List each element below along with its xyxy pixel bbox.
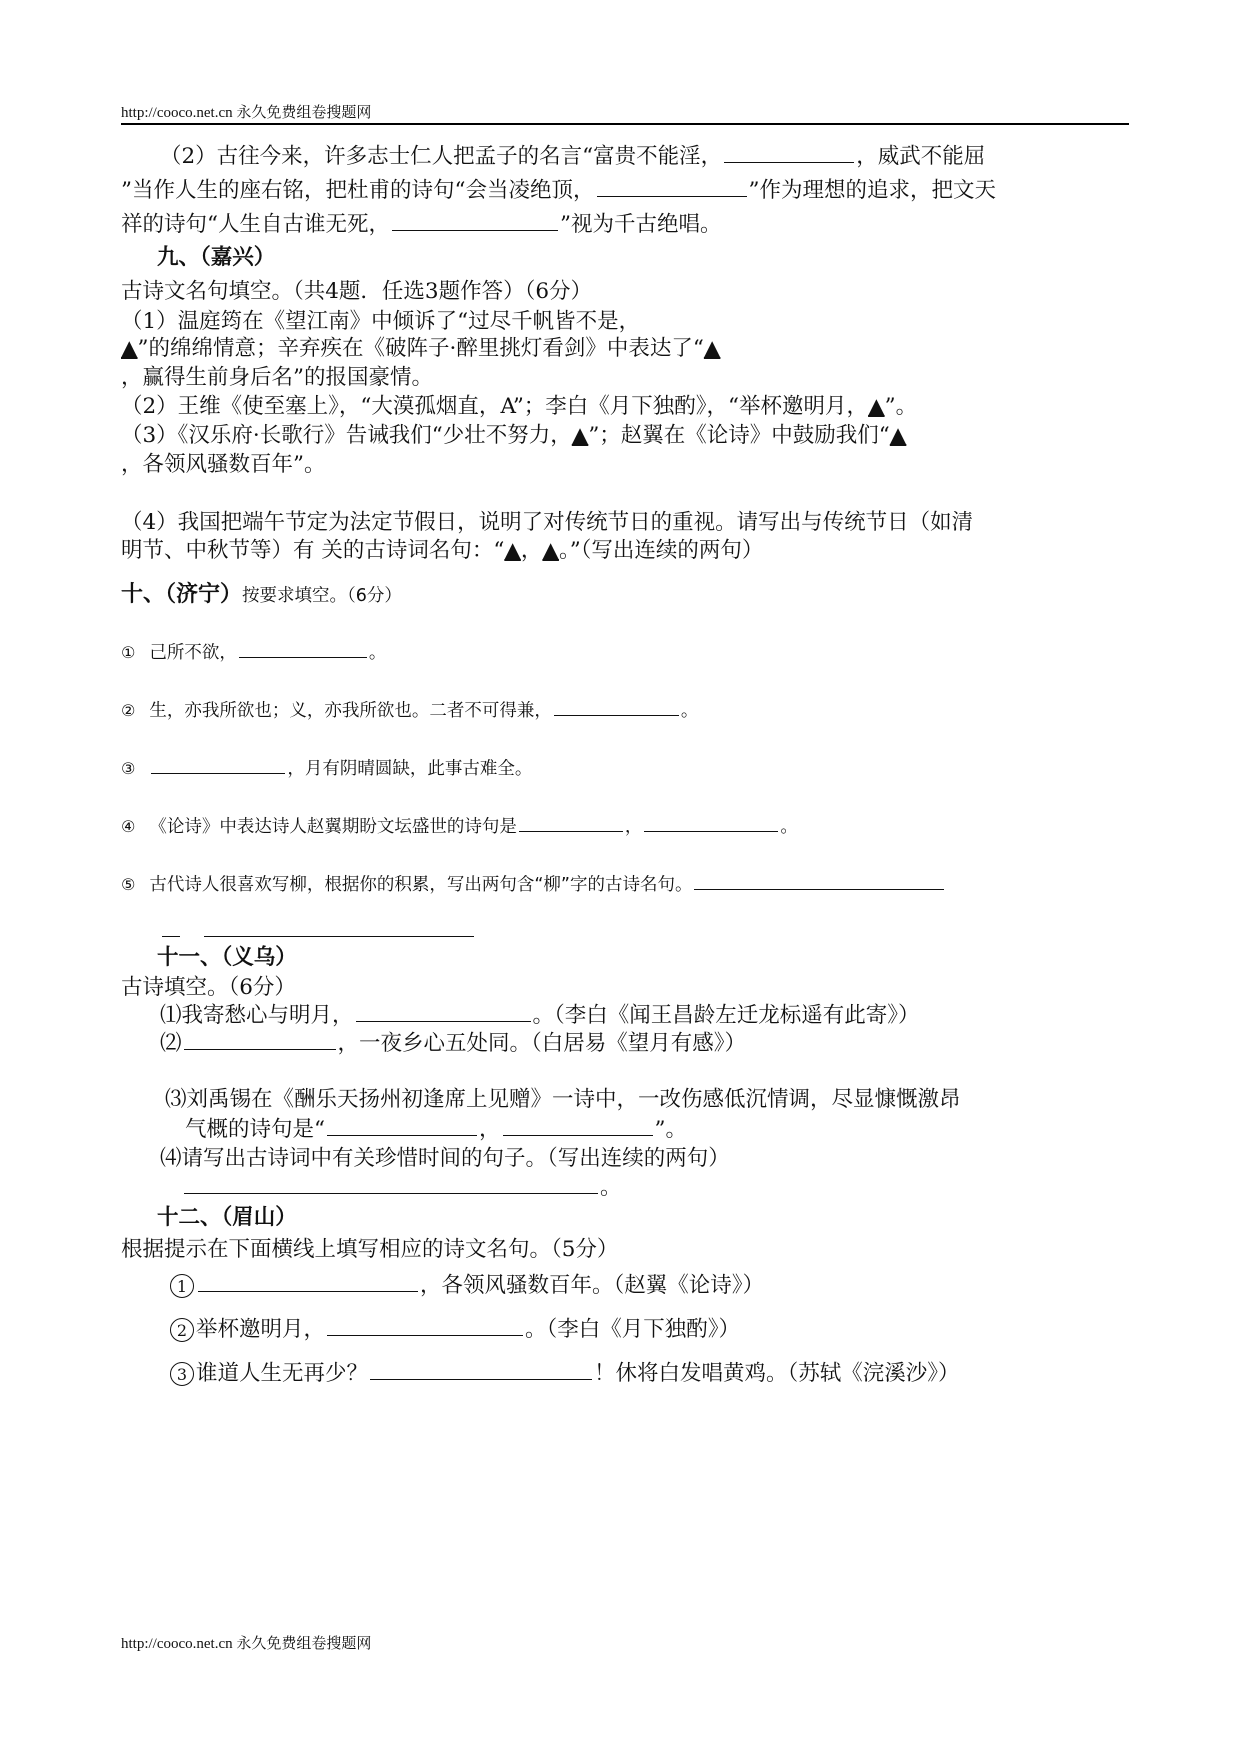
answer-blank[interactable] <box>198 1290 418 1292</box>
triangle-blank[interactable]: ▲ <box>121 336 138 361</box>
s11-q3-cont <box>185 1119 687 1141</box>
answer-blank[interactable] <box>370 1378 592 1380</box>
answer-blank[interactable] <box>644 830 778 832</box>
s9-q1: （1）温庭筠在《望江南》中倾诉了“过尽千帆皆不是， <box>121 309 641 334</box>
answer-blank[interactable] <box>151 772 285 774</box>
s9-q1-cont <box>121 338 720 360</box>
s9-q3 <box>121 425 906 447</box>
answer-blank[interactable] <box>392 229 558 231</box>
answer-blank[interactable] <box>327 1334 523 1336</box>
item-text: ，月有阴晴圆缺，此事古难全。 <box>287 759 533 779</box>
triangle-blank[interactable]: ▲ <box>542 538 559 563</box>
s10-item-3 <box>121 761 532 779</box>
s11-q1 <box>160 1005 920 1027</box>
answer-blank[interactable] <box>162 935 180 937</box>
s11-q2 <box>160 1033 746 1055</box>
s11-text: 。 <box>600 1175 622 1200</box>
item-number: ① <box>121 643 136 662</box>
answer-blank[interactable] <box>184 1192 598 1194</box>
s12-item-1 <box>170 1274 764 1298</box>
s8-text: ”作为理想的追求，把文天 <box>748 178 996 203</box>
s9-text: ， <box>520 538 543 563</box>
s10-item-1 <box>121 645 386 663</box>
s11-q3: ⑶刘禹锡在《酬乐天扬州初逢席上见赠》一诗中，一改伤感低沉情调，尽显慷慨激昂 <box>165 1087 961 1112</box>
circled-number: 2 <box>170 1318 194 1342</box>
s10-item-4 <box>121 819 798 837</box>
s9-text: ”的绵绵情意；辛弃疾在《破阵子·醉里挑灯看剑》中表达了“ <box>137 336 704 361</box>
s9-q3-end: ，各领风骚数百年”。 <box>121 452 326 477</box>
answer-blank[interactable] <box>356 1020 531 1022</box>
section-title: 十一、（义乌） <box>157 945 297 970</box>
s11-text: ⑴我寄愁心与明月， <box>160 1003 354 1028</box>
item-text: ，各领风骚数百年。（赵翼《论诗》） <box>420 1273 765 1298</box>
s12-item-2 <box>170 1318 740 1342</box>
item-number: ② <box>121 701 136 720</box>
s9-text: ”；赵翼在《论诗》中鼓励我们“ <box>588 423 890 448</box>
s9-q4-cont <box>121 540 763 562</box>
section-title: 十二、（眉山） <box>157 1205 297 1230</box>
item-text: ， <box>624 817 643 837</box>
answer-letter: A <box>500 394 513 419</box>
page-footer: http://cooco.net.cn 永久免费组卷搜题网 <box>121 1636 372 1652</box>
s10-item-5-cont <box>160 920 476 942</box>
item-text: 举杯邀明月， <box>196 1317 326 1342</box>
answer-blank[interactable] <box>184 1048 336 1050</box>
s11-q4-cont <box>182 1177 622 1199</box>
s8-text: ”当作人生的座右铭，把杜甫的诗句“会当凌绝顶， <box>121 178 595 203</box>
section-intro: 按要求填空。（6分） <box>242 586 402 606</box>
s11-text: ，一夜乡心五处同。（白居易《望月有感》） <box>337 1031 747 1056</box>
answer-blank[interactable] <box>519 830 623 832</box>
s9-text: ”。 <box>884 394 918 419</box>
s9-text: （2）王维《使至塞上》，“大漠孤烟直， <box>121 394 501 419</box>
item-text: ！休将白发唱黄鸡。（苏轼《浣溪沙》） <box>594 1361 960 1386</box>
answer-blank[interactable] <box>694 888 944 890</box>
s11-q4: ⑷请写出古诗词中有关珍惜时间的句子。（写出连续的两句） <box>160 1146 730 1171</box>
item-text: 己所不欲， <box>149 643 237 663</box>
triangle-blank[interactable]: ▲ <box>703 336 721 361</box>
s8-line3 <box>121 214 722 236</box>
s8-text: （2）古往今来，许多志士仁人把孟子的名言“富贵不能淫， <box>160 144 723 169</box>
s8-line2 <box>121 180 996 202</box>
answer-blank[interactable] <box>724 161 854 163</box>
circled-number: 1 <box>170 1274 194 1298</box>
s11-text: ⑵ <box>160 1031 182 1056</box>
item-number: ④ <box>121 817 136 836</box>
item-text: 。 <box>680 701 699 721</box>
triangle-blank[interactable]: ▲ <box>889 423 907 448</box>
section-intro: 古诗文名句填空。（共4题．任选3题作答）（6分） <box>121 279 593 304</box>
s9-text: ”；李白《月下独酌》，“举杯邀明月， <box>512 394 869 419</box>
answer-blank[interactable] <box>204 935 474 937</box>
item-text: 《论诗》中表达诗人赵翼期盼文坛盛世的诗句是 <box>149 817 517 837</box>
s10-item-2 <box>121 703 698 721</box>
s8-text: ，威武不能屈 <box>856 144 986 169</box>
item-number: ③ <box>121 759 136 778</box>
s8-line1 <box>160 146 985 168</box>
answer-blank[interactable] <box>554 714 679 716</box>
answer-blank[interactable] <box>503 1134 653 1136</box>
item-text: 古代诗人很喜欢写柳，根据你的积累，写出两句含“柳”字的古诗名句。 <box>149 875 693 895</box>
s10-item-5 <box>121 877 946 895</box>
s8-text: 祥的诗句“人生自古谁无死， <box>121 212 390 237</box>
item-text: 。（李白《月下独酌》） <box>525 1317 741 1342</box>
s11-text: 。（李白《闻王昌龄左迁龙标遥有此寄》） <box>532 1003 920 1028</box>
s12-item-3 <box>170 1362 960 1386</box>
item-number: ⑤ <box>121 875 136 894</box>
s8-text: ”视为千古绝唱。 <box>560 212 722 237</box>
answer-blank[interactable] <box>597 195 747 197</box>
triangle-blank[interactable]: ▲ <box>868 394 885 419</box>
section-title: 十、（济宁） <box>121 582 243 607</box>
section-intro: 古诗填空。（6分） <box>121 975 296 1000</box>
section-intro: 根据提示在下面横线上填写相应的诗文名句。（5分） <box>121 1237 619 1262</box>
section-title-row <box>121 584 402 606</box>
s11-text: 气概的诗句是“ <box>185 1117 325 1142</box>
s9-text: 。”（写出连续的两句） <box>558 538 764 563</box>
s9-text: 明节、中秋节等）有 关的古诗词名句：“ <box>121 538 505 563</box>
circled-number: 3 <box>170 1362 194 1386</box>
s11-text: ”。 <box>654 1117 688 1142</box>
section-title: 九、（嘉兴） <box>157 245 276 270</box>
triangle-blank[interactable]: ▲ <box>571 423 589 448</box>
s9-q2 <box>121 396 917 418</box>
s9-q4: （4）我国把端午节定为法定节假日，说明了对传统节日的重视。请写出与传统节日（如清 <box>121 510 974 535</box>
s11-text: ， <box>479 1117 501 1142</box>
page-header: http://cooco.net.cn 永久免费组卷搜题网 <box>121 105 372 121</box>
item-text: 谁道人生无再少？ <box>196 1361 369 1386</box>
triangle-blank[interactable]: ▲ <box>504 538 521 563</box>
s9-text: （3）《汉乐府·长歌行》告诫我们“少壮不努力， <box>121 423 572 448</box>
header-rule <box>121 123 1129 125</box>
item-text: 。 <box>368 643 387 663</box>
answer-blank[interactable] <box>327 1134 477 1136</box>
s9-q1-end: ，赢得生前身后名”的报国豪情。 <box>121 365 433 390</box>
answer-blank[interactable] <box>239 656 367 658</box>
item-text: 生，亦我所欲也；义，亦我所欲也。二者不可得兼， <box>149 701 552 721</box>
item-text: 。 <box>780 817 798 837</box>
